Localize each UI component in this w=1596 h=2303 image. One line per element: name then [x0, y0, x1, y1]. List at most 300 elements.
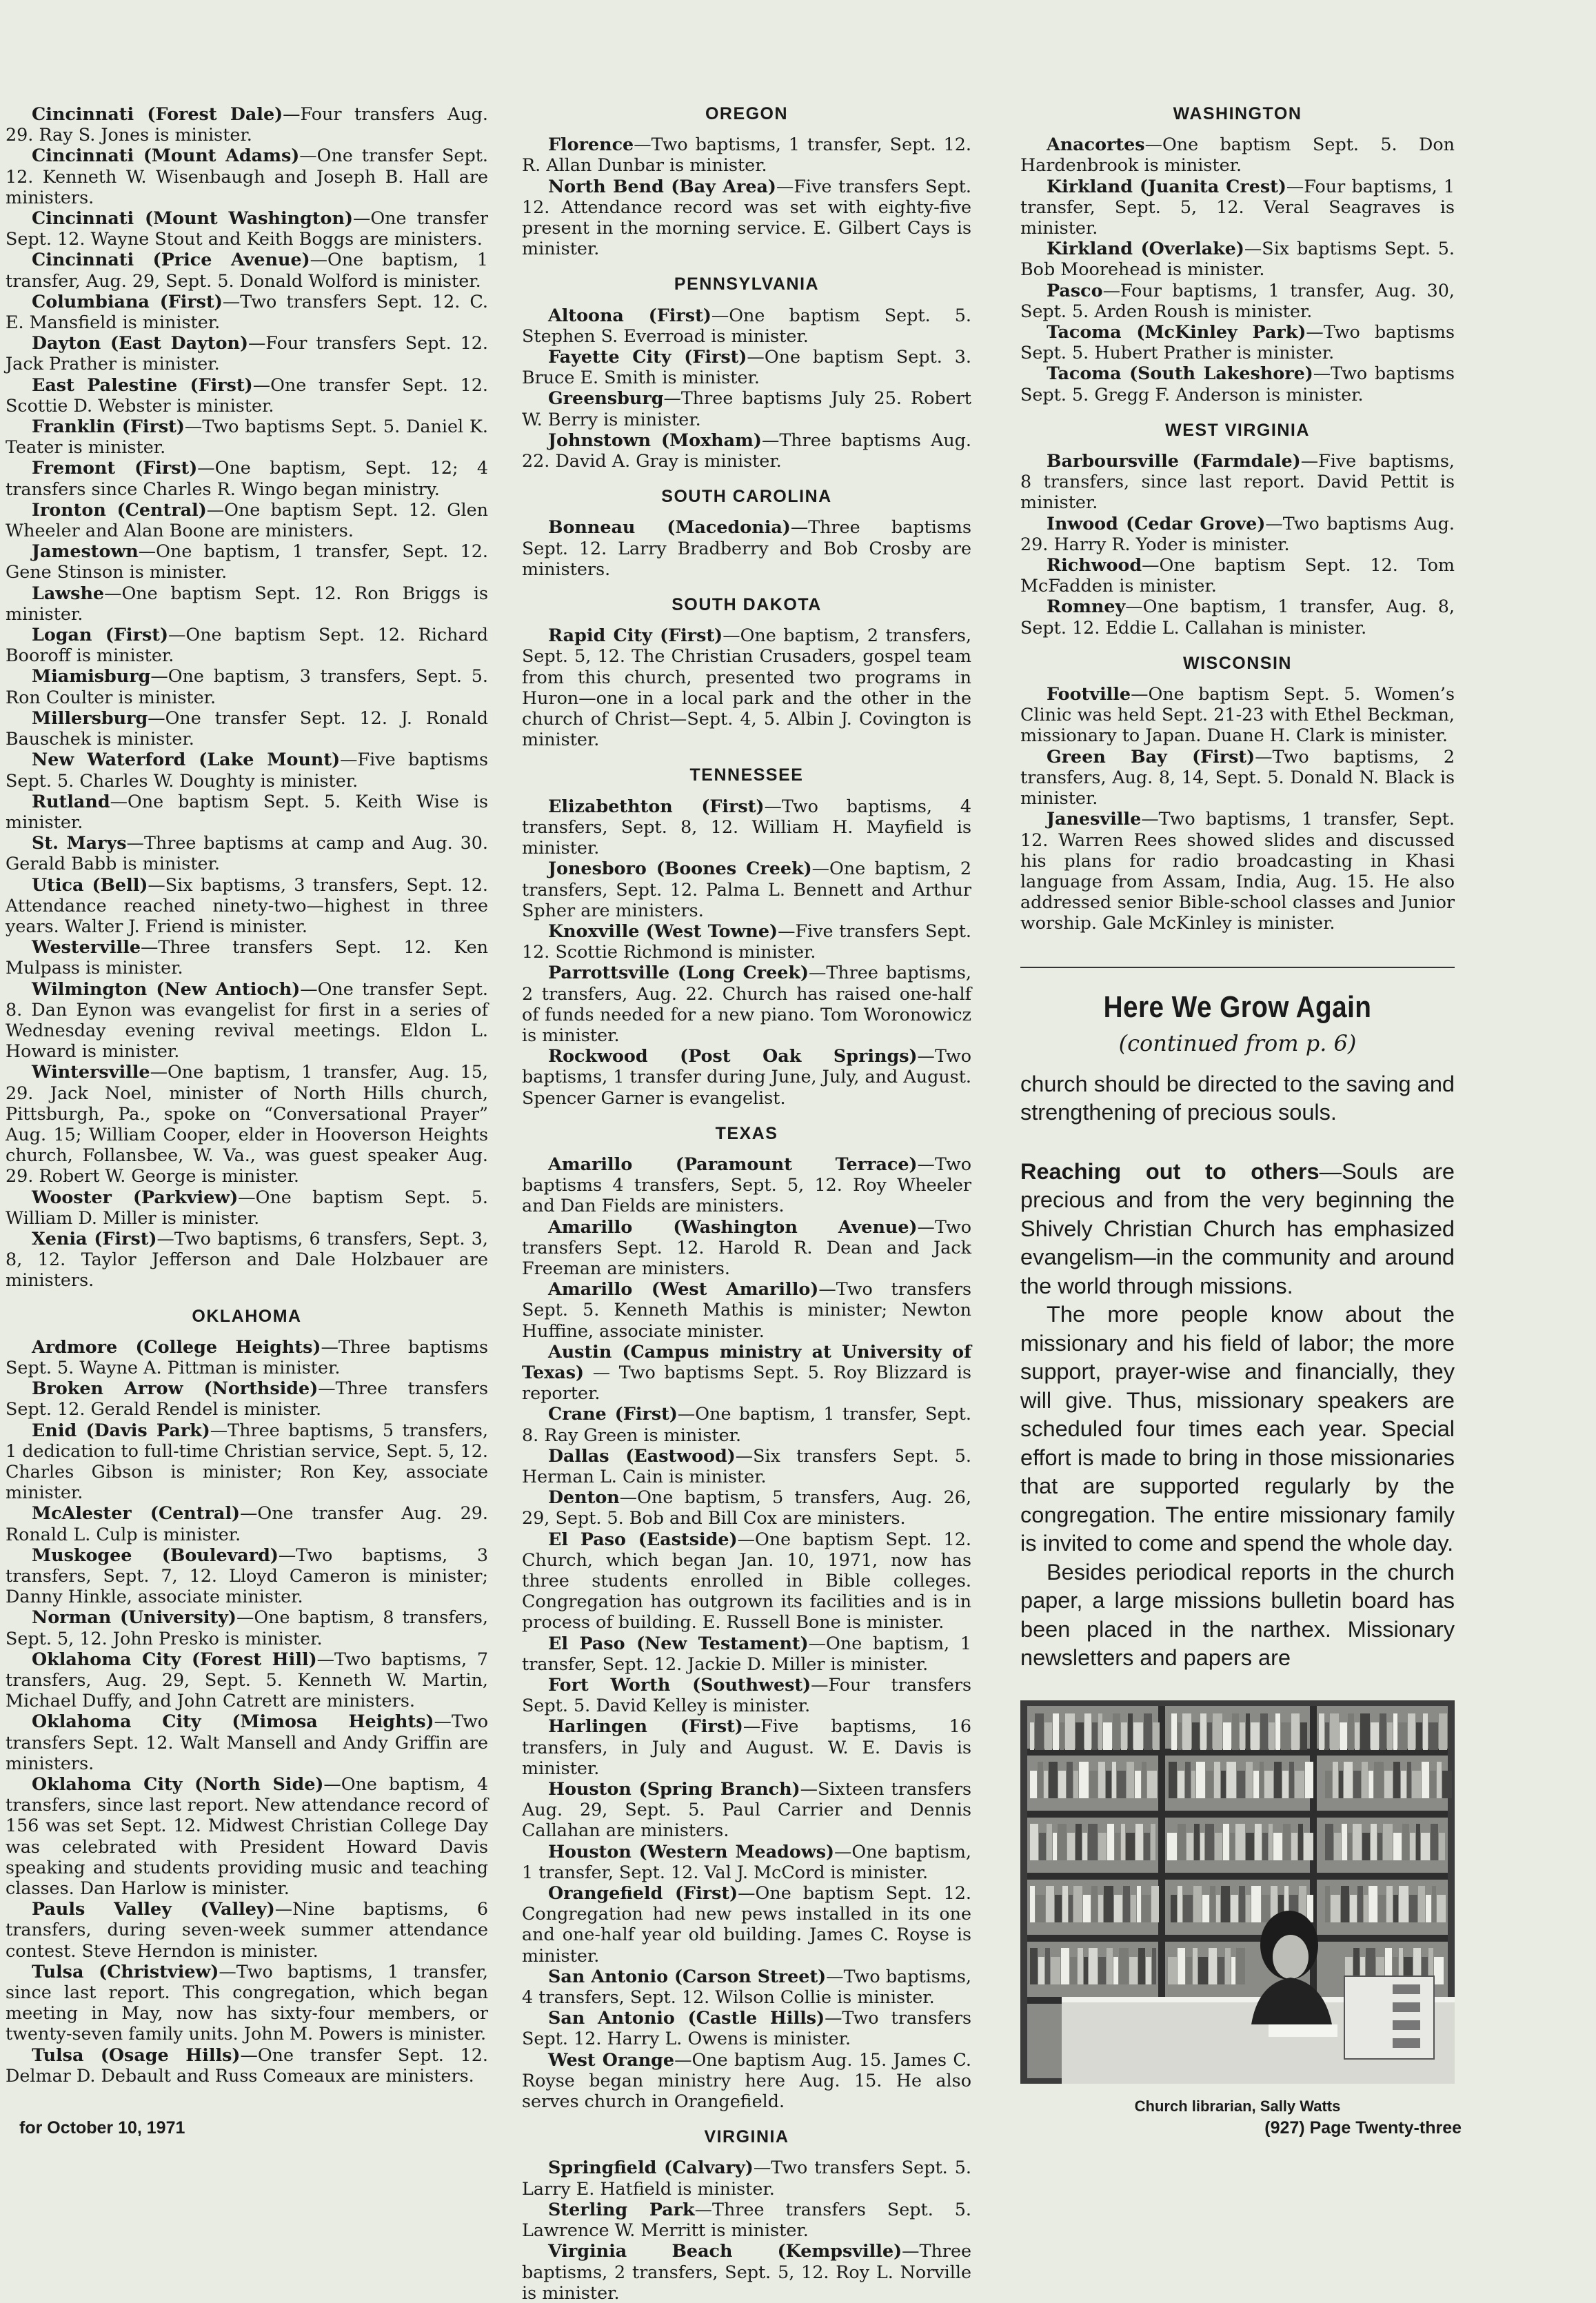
book-spine	[1295, 1771, 1304, 1798]
church-name: Amarillo (Paramount Terrace)	[548, 1153, 918, 1174]
church-report	[522, 2007, 971, 2049]
church-name: Austin (Campus ministry at University of Texas)	[522, 1340, 971, 1382]
church-report	[522, 1529, 971, 1633]
book-spine	[1098, 1713, 1102, 1750]
report-text: —One baptism Sept. 5. Don Hardenbrook is minister.	[1020, 134, 1455, 176]
report-text: —One baptism, 1 transfer, Aug. 8, Sept. 12. Eddie L. Callahan is minister.	[1020, 596, 1455, 638]
church-name: Parrottsville (Long Creek)	[548, 962, 809, 983]
report-text: —One baptism, 1 transfer, Sept. 8. Ray Green is minister.	[522, 1403, 971, 1445]
church-name: Dallas (Eastwood)	[548, 1445, 736, 1466]
state-heading: PENNSYLVANIA	[674, 274, 820, 294]
book-spine	[1046, 1886, 1054, 1922]
book-spine	[1207, 1722, 1212, 1750]
church-report	[522, 2199, 971, 2240]
book-spine	[1362, 1762, 1368, 1798]
church-name: McAlester (Central)	[32, 1502, 240, 1524]
issue-date: for October 10, 1971	[19, 2118, 185, 2138]
book-spine	[1350, 1895, 1357, 1922]
church-name: Millersburg	[32, 707, 148, 728]
report-text: —One baptism, 1 transfer, Sept. 12. Val J. McCord is minister.	[522, 1840, 971, 1882]
church-report	[6, 2044, 488, 2086]
book-spine	[1236, 1948, 1245, 1984]
feature-paragraph: church should be directed to the saving and strengthening of precious souls.	[1020, 1071, 1455, 1125]
book-spine	[1342, 1824, 1347, 1860]
report-text: —Nine baptisms, 6 transfers, during seven-week summer attendance contest. Steve Herndon is minister.	[6, 1898, 488, 1961]
report-text: —One baptism, 5 transfers, Aug. 26, 29, Sept. 5. Bob and Bill Cox are ministers.	[522, 1487, 971, 1529]
report-text: —Two transfers Sept. 5. Larry E. Hatfield is minister.	[522, 2157, 972, 2199]
book-spine	[1341, 1886, 1349, 1922]
book-spine	[1142, 1762, 1147, 1798]
book-spine	[1128, 1713, 1133, 1750]
report-text: —One baptism Sept. 12. Church, which began Jan. 10, 1971, now has three students enrolled in Bible colleges. Congregation has outgrown its facilities and is in process of building. E. Russell Bone is minister.	[522, 1528, 971, 1633]
church-name: Wooster (Parkview)	[32, 1186, 239, 1207]
church-report	[6, 457, 488, 499]
church-name: Jonesboro (Boones Creek)	[548, 858, 812, 879]
book-spine	[1264, 1771, 1273, 1798]
church-name: Pauls Valley (Valley)	[32, 1898, 275, 1920]
feature-subhead: Reaching out to others	[1020, 1158, 1320, 1184]
book-spine	[1378, 1895, 1386, 1922]
book-spine	[1186, 1957, 1192, 1984]
book-spine	[1151, 1824, 1155, 1860]
report-text: —Two baptisms 4 transfers, Sept. 5, 12. Roy Wheeler and Dan Fields are ministers.	[522, 1153, 971, 1216]
book-spine	[1038, 1957, 1044, 1984]
book-spine	[1416, 1824, 1420, 1860]
book-spine	[1260, 1762, 1264, 1798]
report-text: —One baptism, 1 transfer, Aug. 15, 29. Jack Noel, minister of North Hills church, Pittsburgh, Pa., spoke on “Conversational Prayer” Aug. 15; William Cooper, elder in Hooverson Heights church, Follansbee, W. Va., was guest speaker Aug. 29. Robert W. George is minister.	[6, 1061, 488, 1187]
book-spine	[1412, 1771, 1421, 1798]
state-heading: TENNESSEE	[689, 765, 804, 785]
book-spine	[1339, 1771, 1343, 1798]
report-text: —One baptism Sept. 12. Ron Briggs is minister.	[6, 582, 488, 624]
church-name: Fremont (First)	[32, 457, 198, 479]
report-text: —One baptism, 1 transfer, Sept. 12. Gene Stinson is minister.	[6, 541, 488, 583]
report-text: —Two baptisms, 6 transfers, Sept. 3, 8, 12. Taylor Jefferson and Dale Holzbauer are ministers.	[6, 1227, 488, 1291]
church-report	[522, 1841, 971, 1882]
report-text: —Six baptisms, 3 transfers, Sept. 12. Attendance reached ninety-two—highest in three years. Walter J. Friend is minister.	[6, 874, 488, 936]
book-spine	[1221, 1886, 1230, 1922]
report-text: —Two transfers Sept. 12. Harry L. Owens is minister.	[522, 2007, 971, 2049]
book-spine	[1106, 1771, 1111, 1798]
book-spine	[1398, 1722, 1407, 1750]
book-spine	[1383, 1824, 1393, 1860]
book-spine	[1067, 1762, 1073, 1798]
book-spine	[1147, 1771, 1157, 1798]
church-name: Orangefield (First)	[548, 1882, 738, 1904]
book-spine	[1107, 1824, 1114, 1860]
church-name: Cincinnati (Forest Dale)	[32, 103, 283, 124]
book-spine	[1202, 1895, 1209, 1922]
feature-title: Here We Grow Again	[1103, 989, 1372, 1024]
book-spine	[1325, 1824, 1333, 1860]
church-report	[1020, 596, 1455, 637]
book-spine	[1206, 1771, 1213, 1798]
church-report	[6, 1187, 488, 1228]
church-name: Ironton (Central)	[32, 499, 207, 520]
report-text: —Six baptisms Sept. 5. Bob Moorehead is minister.	[1020, 238, 1455, 280]
book-spine	[1193, 1948, 1198, 1984]
church-name: Fayette City (First)	[548, 346, 747, 368]
book-spine	[1421, 1833, 1430, 1860]
book-spine	[1098, 1833, 1107, 1860]
book-spine	[1091, 1886, 1098, 1922]
feature-article	[1020, 989, 1455, 2118]
church-report	[6, 665, 488, 707]
church-name: Footville	[1047, 683, 1131, 705]
church-report	[6, 541, 488, 582]
church-report	[522, 2240, 971, 2303]
report-text: —Two baptisms, 1 transfer, since last report. This congregation, which began meeting in May, now has sixty-four members, or twenty-seven family units. John M. Powers is minister.	[6, 1960, 489, 2044]
church-report	[6, 624, 488, 665]
book-spine	[1098, 1957, 1106, 1984]
church-report	[522, 516, 971, 579]
book-spine	[1030, 1824, 1038, 1860]
report-text: —Two baptisms Sept. 5. Daniel K. Teater is minister.	[6, 416, 488, 458]
church-name: Tacoma (McKinley Park)	[1047, 321, 1306, 343]
book-spine	[1045, 1948, 1050, 1984]
book-spine	[1401, 1771, 1406, 1798]
book-spine	[1432, 1886, 1436, 1922]
book-spine	[1039, 1833, 1046, 1860]
book-spine	[1364, 1895, 1368, 1922]
report-text: —Two baptisms, 3 transfers, Sept. 7, 12. Lloyd Cameron is minister; Danny Hinkle, associate minister.	[6, 1544, 488, 1607]
book-spine	[1098, 1895, 1103, 1922]
book-spine	[1152, 1948, 1156, 1984]
book-spine	[1409, 1895, 1417, 1922]
report-text: —One baptism, 4 transfers, since last report. New attendance record of 156 was set Sept. 12. Midwest Christian College Day was celebrated with President Howard Davis speaking and students providing music and teaching classes. Dan Harlow is minister.	[6, 1773, 488, 1899]
church-report	[6, 1773, 488, 1898]
continued-note: (continued from p. 6)	[1118, 1029, 1357, 1056]
feature-paragraph: Besides periodical reports in the church paper, a large missions bulletin board has been placed in the narthex. Missionary newsletters and papers are	[1020, 1559, 1455, 1671]
book-spine	[1360, 1713, 1370, 1750]
church-name: El Paso (Eastside)	[548, 1528, 738, 1549]
church-report	[6, 208, 488, 249]
church-name: Altoona (First)	[548, 304, 711, 325]
church-report	[6, 1961, 488, 2044]
report-text: —One transfer Sept. 12. Wayne Stout and Keith Boggs are ministers.	[6, 208, 488, 250]
book-spine	[1231, 1895, 1238, 1922]
book-spine	[1215, 1833, 1222, 1860]
book-spine	[1399, 1886, 1408, 1922]
report-text: —One baptism Sept. 12. Tom McFadden is minister.	[1020, 554, 1455, 596]
book-spine	[1437, 1895, 1446, 1922]
book-spine	[1069, 1895, 1073, 1922]
church-name: Cincinnati (Price Avenue)	[32, 249, 310, 270]
church-report	[522, 1216, 971, 1279]
church-name: Westerville	[32, 936, 141, 958]
book-spine	[1092, 1722, 1098, 1750]
book-spine	[1104, 1886, 1113, 1922]
report-text: —Three baptisms at camp and Aug. 30. Gerald Babb is minister.	[6, 832, 488, 874]
church-name: Elizabethton (First)	[548, 795, 765, 816]
church-report	[522, 2157, 971, 2198]
church-name: Broken Arrow (Northside)	[32, 1378, 319, 1399]
book-spine	[1127, 1762, 1134, 1798]
book-spine	[1439, 1713, 1447, 1750]
church-name: Barboursville (Farmdale)	[1047, 450, 1301, 472]
church-report	[1020, 321, 1455, 363]
book-spine	[1089, 1948, 1098, 1984]
report-text: —One transfer Sept. 12. Kenneth W. Wisenbaugh and Joseph B. Hall are ministers.	[6, 145, 488, 208]
feature-paragraph: The more people know about the missionary and his field of labor; the more support, prayer-wise and financially, they will give. Thus, missionary speakers are scheduled four times each year. Special effort is made to bring in those missionaries that are supported regularly by the congregation. The entire missionary family is invited to come and spend the whole day.	[1020, 1302, 1455, 1556]
church-name: Oklahoma City (Mimosa Heights)	[32, 1711, 434, 1732]
report-text: —Two baptisms, 2 transfers, Aug. 8, 14, Sept. 5. Donald N. Black is minister.	[1020, 745, 1455, 809]
church-report	[522, 1716, 971, 1778]
photo-caption: Church librarian, Sally Watts	[1134, 2097, 1341, 2115]
church-report	[1020, 280, 1455, 321]
church-report	[522, 430, 971, 471]
book-spine	[1079, 1762, 1089, 1798]
book-spine	[1084, 1957, 1088, 1984]
church-name: Muskogee (Boulevard)	[32, 1544, 279, 1565]
book-spine	[1186, 1833, 1193, 1860]
book-spine	[1030, 1722, 1034, 1750]
report-text: —One baptism Aug. 15. James C. Royse began ministry here Aug. 15. He also serves church in Orangefield.	[522, 2049, 971, 2112]
state-heading: WEST VIRGINIA	[1165, 420, 1310, 440]
church-report	[1020, 554, 1455, 596]
church-name: Inwood (Cedar Grove)	[1047, 512, 1266, 534]
report-text: —One baptism, 2 transfers, Sept. 5, 12. The Christian Crusaders, gospel team from this church, presented two programs in Huron—one in a local park and the other in the church of Christ—Sept. 4, 5. Albin J. Covington is minister.	[522, 625, 972, 750]
news-column-right	[1020, 103, 1455, 2117]
book-spine	[1393, 1762, 1400, 1798]
book-spine	[1131, 1895, 1136, 1922]
book-spine	[1260, 1713, 1268, 1750]
report-text: —One baptism, 1 transfer, Sept. 12. Jackie D. Miller is minister.	[522, 1632, 971, 1674]
church-name: Greensburg	[548, 388, 664, 409]
state-heading: WISCONSIN	[1183, 653, 1292, 673]
church-name: Dayton (East Dayton)	[32, 332, 248, 354]
book-spine	[1183, 1895, 1193, 1922]
report-text: —Four transfers Sept. 5. David Kelley is minister.	[522, 1674, 971, 1716]
book-spine	[1073, 1886, 1082, 1922]
book-spine	[1330, 1713, 1339, 1750]
book-spine	[1126, 1833, 1135, 1860]
church-name: Virginia Beach (Kempsville)	[548, 2240, 902, 2262]
book-spine	[1035, 1713, 1044, 1750]
church-report	[6, 1607, 488, 1648]
church-report	[522, 625, 971, 750]
church-name: Cincinnati (Mount Adams)	[32, 145, 300, 166]
report-text: —One baptism Sept. 5. Stephen S. Everroad is minister.	[522, 304, 972, 346]
book-spine	[1113, 1713, 1120, 1750]
book-spine	[1169, 1762, 1177, 1798]
church-name: Franklin (First)	[32, 416, 185, 437]
book-spine	[1112, 1762, 1116, 1798]
book-spine	[1121, 1824, 1125, 1860]
church-report	[522, 1633, 971, 1674]
book-spine	[1246, 1713, 1250, 1750]
book-spine	[1133, 1722, 1143, 1750]
book-spine	[1262, 1833, 1268, 1860]
church-name: Columbiana (First)	[32, 290, 223, 312]
book-spine	[1240, 1722, 1245, 1750]
feature-paragraph-text: —Souls are precious and from the very beginning the Shively Christian Church has emphasized evangelism—in the community and around the world through missions.	[1020, 1158, 1455, 1298]
church-report	[1020, 683, 1455, 746]
book-spine	[1073, 1771, 1078, 1798]
church-report	[522, 2049, 971, 2112]
book-spine	[1030, 1771, 1037, 1798]
report-text: —Three baptisms, 2 transfers, Sept. 5, 12. Roy L. Norville is minister.	[522, 2240, 971, 2303]
report-text: —Four transfers Aug. 29. Ray S. Jones is minister.	[6, 103, 488, 145]
book-spine	[1167, 1833, 1177, 1860]
church-name: Amarillo (West Amarillo)	[548, 1278, 819, 1300]
church-name: St. Marys	[32, 832, 127, 854]
book-spine	[1374, 1762, 1384, 1798]
church-name: North Bend (Bay Area)	[548, 175, 776, 197]
book-spine	[1439, 1833, 1445, 1860]
church-name: Tacoma (South Lakeshore)	[1047, 363, 1313, 384]
book-spine	[1210, 1886, 1215, 1922]
church-report	[6, 1061, 488, 1186]
report-text: —One transfer Sept. 12. Delmar D. Debault and Russ Comeaux are ministers.	[6, 2044, 488, 2086]
book-spine	[1348, 1833, 1352, 1860]
report-text: —Two transfers Sept. 12. Walt Mansell and Andy Griffin are ministers.	[6, 1711, 488, 1773]
book-spine	[1237, 1771, 1245, 1798]
book-spine	[1226, 1762, 1236, 1798]
church-name: Tulsa (Osage Hills)	[32, 2044, 241, 2065]
book-spine	[1269, 1722, 1275, 1750]
book-spine	[1251, 1722, 1260, 1750]
book-spine	[1231, 1957, 1235, 1984]
church-report	[6, 791, 488, 832]
church-name: West Orange	[548, 2049, 675, 2070]
book-spine	[1114, 1895, 1122, 1922]
report-text: —One baptism Sept. 5. William D. Miller is minister.	[6, 1186, 489, 1228]
book-spine	[1393, 1833, 1402, 1860]
report-text: —Sixteen transfers Aug. 29, Sept. 5. Paul Carrier and Dennis Callahan are ministers.	[522, 1778, 971, 1841]
report-text: —Five transfers Sept. 12. Attendance record was set with eighty-five present in the morning service. E. Gilbert Cays is minister.	[522, 175, 972, 259]
church-name: New Waterford (Lake Mount)	[32, 749, 341, 770]
report-text: —One baptism Sept. 12. Glen Wheeler and Alan Boone are ministers.	[6, 499, 489, 541]
feature-paragraph	[1020, 1158, 1455, 1301]
state-heading: SOUTH CAROLINA	[661, 487, 832, 507]
book-spine	[1168, 1957, 1177, 1984]
report-text: —Three transfers Sept. 5. Lawrence W. Merritt is minister.	[522, 2198, 971, 2241]
report-text: —Three transfers Sept. 12. Gerald Rendel is minister.	[6, 1378, 488, 1420]
book-spine	[1416, 1722, 1422, 1750]
book-spine	[1281, 1722, 1291, 1750]
church-report	[522, 1403, 971, 1445]
church-name: Miamisburg	[32, 665, 151, 687]
church-name: Sterling Park	[548, 2198, 695, 2220]
book-spine	[1246, 1895, 1251, 1922]
church-name: Pasco	[1047, 279, 1103, 301]
librarian-photo	[1020, 1700, 1455, 2084]
church-report	[6, 1711, 488, 1773]
book-spine	[1055, 1895, 1062, 1922]
report-text: —One baptism Sept. 3. Bruce E. Smith is minister.	[522, 346, 971, 388]
church-report	[522, 1674, 971, 1716]
church-report	[6, 832, 488, 874]
book-spine	[1115, 1833, 1120, 1860]
book-spine	[1098, 1762, 1105, 1798]
book-spine	[1298, 1824, 1303, 1860]
church-name: El Paso (New Testament)	[548, 1632, 809, 1653]
book-spine	[1117, 1771, 1126, 1798]
report-text: —One baptism Sept. 5. Keith Wise is minister.	[6, 790, 488, 832]
book-spine	[1058, 1771, 1066, 1798]
book-spine	[1334, 1833, 1341, 1860]
church-report	[522, 346, 971, 388]
church-name: Rutland	[32, 790, 110, 812]
church-name: Richwood	[1047, 554, 1142, 576]
book-spine	[1304, 1833, 1313, 1860]
church-name: Houston (Spring Branch)	[548, 1778, 800, 1800]
church-name: Rockwood (Post Oak Springs)	[548, 1045, 918, 1067]
book-spine	[1171, 1713, 1177, 1750]
church-name: Romney	[1047, 596, 1126, 617]
church-report	[522, 1778, 971, 1841]
church-report	[522, 1882, 971, 1966]
church-name: Kirkland (Overlake)	[1047, 238, 1244, 259]
book-spine	[1407, 1762, 1411, 1798]
book-spine	[1408, 1713, 1415, 1750]
church-name: Wintersville	[32, 1061, 150, 1083]
church-name: Utica (Bell)	[32, 874, 148, 895]
book-spine	[1191, 1771, 1195, 1798]
church-name: Ardmore (College Heights)	[32, 1336, 321, 1357]
church-report	[6, 249, 488, 290]
book-spine	[1340, 1722, 1347, 1750]
church-name: Harlingen (First)	[548, 1716, 743, 1737]
book-spine	[1239, 1886, 1245, 1922]
church-name: Oklahoma City (Forest Hill)	[32, 1648, 317, 1669]
book-spine	[1393, 1713, 1397, 1750]
book-spine	[1333, 1762, 1338, 1798]
book-spine	[1273, 1833, 1282, 1860]
church-report	[6, 416, 488, 457]
book-spine	[1182, 1713, 1191, 1750]
book-spine	[1371, 1722, 1379, 1750]
book-spine	[1178, 1948, 1185, 1984]
report-text: —Three transfers Sept. 12. Ken Mulpass is minister.	[6, 936, 488, 978]
church-name: Jamestown	[32, 541, 139, 562]
state-heading: OREGON	[705, 104, 789, 123]
report-text: —Three baptisms, 5 transfers, 1 dedication to full-time Christian service, Sept. 5, 12. Charles Gibson is minister; Ron Key, associate minister.	[6, 1419, 489, 1503]
book-spine	[1428, 1722, 1438, 1750]
church-name: Xenia (First)	[32, 1227, 157, 1249]
report-text: —One transfer Sept. 12. J. Ronald Bauschek is minister.	[6, 707, 488, 750]
book-spine	[1300, 1722, 1307, 1750]
book-spine	[1151, 1886, 1159, 1922]
book-spine	[1442, 1771, 1452, 1798]
report-text: —Three baptisms July 25. Robert W. Berry is minister.	[522, 388, 971, 430]
church-report	[6, 1420, 488, 1503]
report-text: —Six transfers Sept. 5. Herman L. Cain is minister.	[522, 1445, 971, 1487]
report-text: —Three baptisms Aug. 22. David A. Gray is minister.	[522, 429, 971, 472]
book-spine	[1213, 1713, 1222, 1750]
book-spine	[1282, 1771, 1289, 1798]
book-spine	[1368, 1771, 1373, 1798]
church-report	[6, 936, 488, 978]
church-name: Oklahoma City (North Side)	[32, 1773, 324, 1795]
book-spine	[1384, 1771, 1393, 1798]
book-spine	[1113, 1957, 1118, 1984]
church-name: Janesville	[1047, 808, 1142, 829]
report-text: —Two transfers Sept. 5. Kenneth Mathis is minister; Newton Huffine, associate minister.	[522, 1278, 971, 1341]
state-heading: TEXAS	[715, 1123, 778, 1143]
church-name: San Antonio (Carson Street)	[548, 1965, 827, 1987]
church-report	[522, 176, 971, 259]
report-text: — Two baptisms Sept. 5. Roy Blizzard is reporter.	[522, 1361, 971, 1404]
church-report	[522, 305, 971, 346]
news-column-right-list	[1020, 103, 1455, 934]
book-spine	[1036, 1895, 1045, 1922]
news-column-left	[6, 103, 488, 2086]
book-spine	[1185, 1762, 1191, 1798]
book-spine	[1200, 1713, 1206, 1750]
church-name: Kirkland (Juanita Crest)	[1047, 175, 1286, 197]
